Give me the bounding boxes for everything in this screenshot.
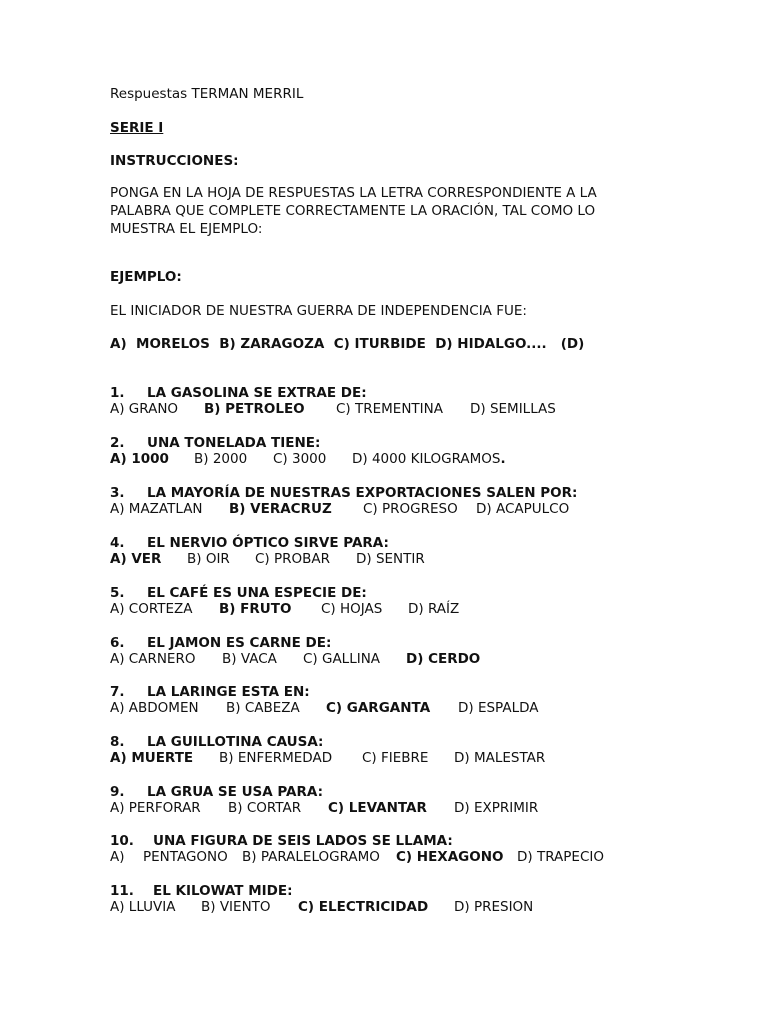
answer-option: B) 2000	[194, 451, 248, 467]
answer-option: D) TRAPECIO	[517, 849, 604, 865]
answer-option: B) CABEZA	[226, 700, 300, 716]
question-label: UNA TONELADA TIENE:	[147, 435, 321, 451]
answer-option-correct: C) GARGANTA	[326, 700, 431, 716]
question-label: EL JAMON ES CARNE DE:	[147, 635, 332, 651]
answer-option-correct: A) VER	[110, 551, 162, 567]
answer-option: A) CORTEZA	[110, 601, 193, 617]
example-heading: EJEMPLO:	[110, 269, 182, 285]
question-label: UNA FIGURA DE SEIS LADOS SE LLAMA:	[153, 833, 453, 849]
answer-option: D) PRESION	[454, 899, 534, 915]
question-number: 7.	[110, 684, 125, 700]
answer-option: D) ACAPULCO	[476, 501, 570, 517]
question-number: 9.	[110, 784, 125, 800]
answer-option: C) PROBAR	[255, 551, 331, 567]
example-answer: A) MORELOS B) ZARAGOZA C) ITURBIDE D) HIDALGO.... (D)	[110, 336, 585, 352]
question-number: 3.	[110, 485, 125, 501]
answer-option: C) GALLINA	[303, 651, 381, 667]
answer-option: A) GRANO	[110, 401, 179, 417]
question-number: 2.	[110, 435, 125, 451]
answer-option: C) PROGRESO	[363, 501, 458, 517]
question-number: 8.	[110, 734, 125, 750]
answer-option: D) ESPALDA	[458, 700, 539, 716]
answer-option: C) 3000	[273, 451, 327, 467]
answer-option: D) 4000 KILOGRAMOS.	[352, 451, 506, 467]
answer-option: D) MALESTAR	[454, 750, 546, 766]
answer-option: C) FIEBRE	[362, 750, 429, 766]
question-label: LA LARINGE ESTA EN:	[147, 684, 310, 700]
instructions-line: PALABRA QUE COMPLETE CORRECTAMENTE LA ORACIÓN, TAL COMO LO	[110, 203, 596, 219]
answer-option-correct: D) CERDO	[406, 651, 481, 667]
answer-option-correct: C) HEXAGONO	[396, 849, 504, 865]
answer-option-correct: A) 1000	[110, 451, 169, 467]
answer-option: C) TREMENTINA	[336, 401, 443, 417]
answer-option: A) LLUVIA	[110, 899, 176, 915]
answer-option: B) OIR	[187, 551, 230, 567]
answer-option: D) RAÍZ	[408, 601, 460, 617]
question-number: 10.	[110, 833, 134, 849]
answer-option: A) MAZATLAN	[110, 501, 203, 517]
answer-option: A) PERFORAR	[110, 800, 201, 816]
question-number: 11.	[110, 883, 134, 899]
answer-option: B) VIENTO	[201, 899, 271, 915]
question-label: LA GUILLOTINA CAUSA:	[147, 734, 324, 750]
trailing-mark: .	[500, 451, 506, 467]
question-number: 4.	[110, 535, 125, 551]
question-number: 1.	[110, 385, 125, 401]
question-label: EL CAFÉ ES UNA ESPECIE DE:	[147, 585, 367, 601]
answer-option: A) ABDOMEN	[110, 700, 199, 716]
answer-option: A) CARNERO	[110, 651, 196, 667]
answer-option: B) ENFERMEDAD	[219, 750, 333, 766]
answer-option: A)	[110, 849, 125, 865]
answer-option-correct: B) FRUTO	[219, 601, 292, 617]
instructions-heading: INSTRUCCIONES:	[110, 153, 239, 169]
question-label: LA GRUA SE USA PARA:	[147, 784, 323, 800]
answer-option: D) SENTIR	[356, 551, 425, 567]
answer-option: D) EXPRIMIR	[454, 800, 539, 816]
answer-option: C) HOJAS	[321, 601, 383, 617]
question-label: LA GASOLINA SE EXTRAE DE:	[147, 385, 367, 401]
serie-heading: SERIE I	[110, 120, 164, 136]
answer-option-correct: B) PETROLEO	[204, 401, 305, 417]
answer-option-correct: A) MUERTE	[110, 750, 194, 766]
answer-option: B) CORTAR	[228, 800, 302, 816]
question-label: LA MAYORÍA DE NUESTRAS EXPORTACIONES SALEN POR:	[147, 485, 578, 501]
question-number: 5.	[110, 585, 125, 601]
example-question: EL INICIADOR DE NUESTRA GUERRA DE INDEPENDENCIA FUE:	[110, 303, 527, 319]
answer-option-correct: C) LEVANTAR	[328, 800, 427, 816]
question-label: EL NERVIO ÓPTICO SIRVE PARA:	[147, 535, 389, 551]
answer-option: B) PARALELOGRAMO	[242, 849, 380, 865]
instructions-line: MUESTRA EL EJEMPLO:	[110, 221, 263, 237]
answer-option: PENTAGONO	[143, 849, 228, 865]
document-title: Respuestas TERMAN MERRIL	[110, 86, 304, 102]
question-label: EL KILOWAT MIDE:	[153, 883, 293, 899]
question-number: 6.	[110, 635, 125, 651]
answer-option-correct: B) VERACRUZ	[229, 501, 332, 517]
instructions-line: PONGA EN LA HOJA DE RESPUESTAS LA LETRA CORRESPONDIENTE A LA	[110, 185, 597, 201]
answer-option-correct: C) ELECTRICIDAD	[298, 899, 429, 915]
answer-option: D) SEMILLAS	[470, 401, 556, 417]
answer-option: B) VACA	[222, 651, 277, 667]
